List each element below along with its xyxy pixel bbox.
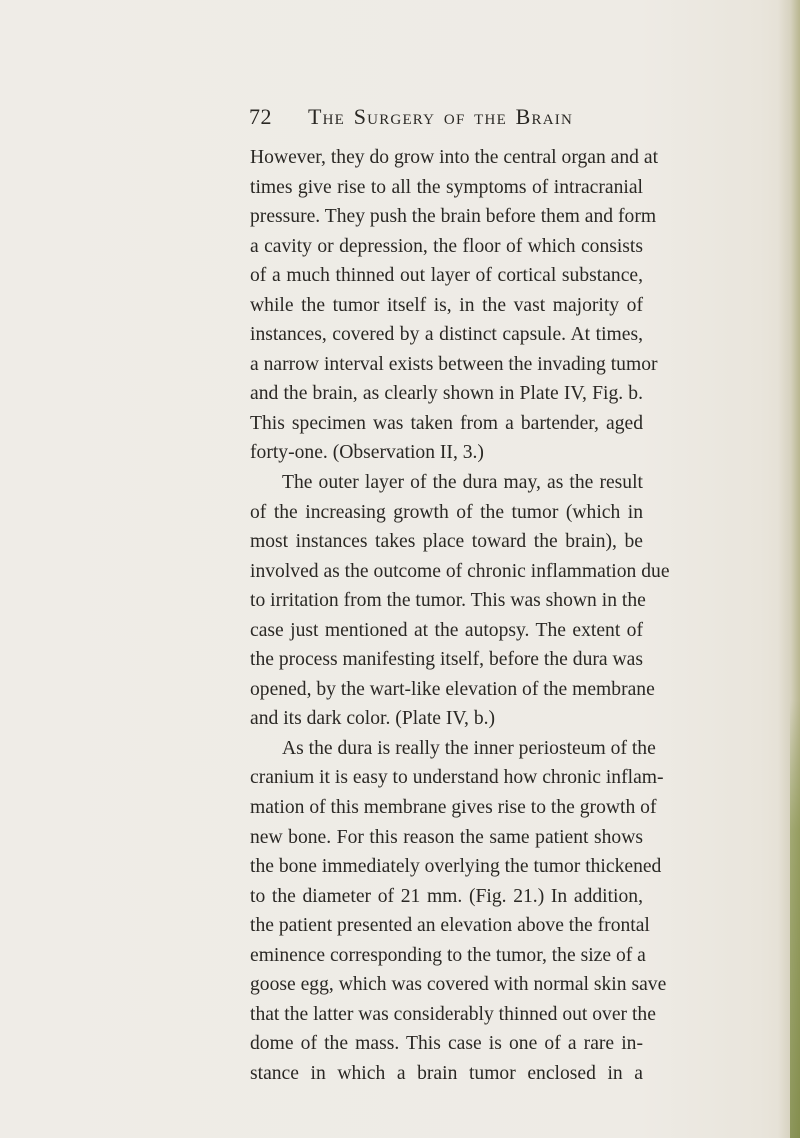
text-line: the process manifesting itself, before the dura was [250, 649, 643, 671]
text-line: that the latter was considerably thinned out over the [250, 1003, 656, 1025]
text-line: the bone immediately overlying the tumor thickened [250, 856, 662, 878]
text-line: mation of this membrane gives rise to the growth of [250, 797, 657, 819]
running-head [0, 104, 800, 136]
text-line: a cavity or depression, the floor of which consists [250, 235, 643, 257]
text-line: goose egg, which was covered with normal skin save [250, 974, 667, 996]
text-line: to the diameter of 21 mm. (Fig. 21.) In addition, [250, 885, 643, 907]
text-line: pressure. They push the brain before them and form [250, 206, 657, 228]
text-line: opened, by the wart-like elevation of the membrane [250, 678, 655, 700]
body-text [250, 143, 670, 1089]
text-line: cranium it is easy to understand how chronic inflam- [250, 767, 664, 789]
page-number: 72 [249, 104, 272, 129]
text-line: As the dura is really the inner periosteum of the [282, 737, 656, 759]
text-line: and its dark color. (Plate IV, b.) [250, 708, 496, 730]
text-line: eminence corresponding to the tumor, the size of a [250, 944, 646, 966]
page-edge-discoloration [790, 700, 800, 1138]
running-title: The Surgery of the Brain [308, 104, 573, 129]
text-line: stance in which a brain tumor enclosed in a [250, 1062, 643, 1084]
text-line: dome of the mass. This case is one of a rare in- [250, 1033, 643, 1055]
text-line: while the tumor itself is, in the vast majority of [250, 294, 643, 316]
text-line: new bone. For this reason the same patient shows [250, 826, 643, 848]
text-line: most instances takes place toward the brain), be [250, 531, 643, 553]
text-line: forty-one. (Observation II, 3.) [250, 442, 484, 464]
text-line: instances, covered by a distinct capsule. At times, [250, 324, 643, 346]
text-line: of a much thinned out layer of cortical substance, [250, 265, 643, 287]
text-line: involved as the outcome of chronic inflammation due [250, 560, 670, 582]
text-line: times give rise to all the symptoms of intracranial [250, 176, 643, 198]
text-line: and the brain, as clearly shown in Plate IV, Fig. b. [250, 383, 643, 405]
text-line: The outer layer of the dura may, as the result [282, 472, 643, 494]
text-line: This specimen was taken from a bartender, aged [250, 412, 643, 434]
text-line: case just mentioned at the autopsy. The extent of [250, 619, 643, 641]
text-line: the patient presented an elevation above the frontal [250, 915, 650, 937]
text-line: to irritation from the tumor. This was shown in the [250, 590, 646, 612]
text-line: However, they do grow into the central organ and at [250, 147, 659, 168]
text-line: of the increasing growth of the tumor (which in [250, 501, 643, 523]
text-line: a narrow interval exists between the invading tumor [250, 353, 658, 375]
